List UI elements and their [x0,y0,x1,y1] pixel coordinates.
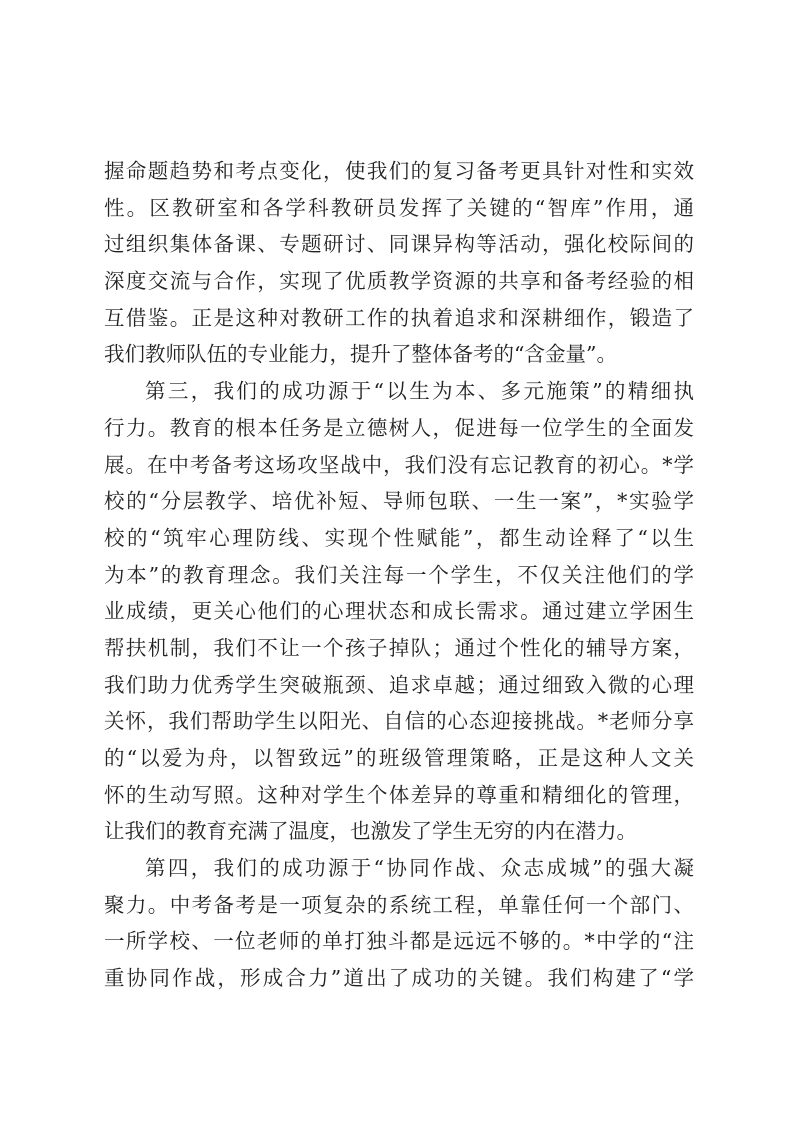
text-line: 怀的生动写照。这种对学生个体差异的尊重和精细化的管理， [104,782,694,807]
text-line: 展。在中考备考这场攻坚战中，我们没有忘记教育的初心。*学 [104,452,694,477]
text-line: 第三，我们的成功源于“以生为本、多元施策”的精细执 [145,379,694,404]
text-line: 业成绩，更关心他们的心理状态和成长需求。通过建立学困生 [104,599,694,624]
text-line: 互借鉴。正是这种对教研工作的执着追求和深耕细作，锻造了 [104,305,694,330]
text-line: 一所学校、一位老师的单打独斗都是远远不够的。*中学的“注 [104,929,694,954]
text-line: 第四，我们的成功源于“协同作战、众志成城”的强大凝 [145,856,694,881]
text-line: 校的“筑牢心理防线、实现个性赋能”，都生动诠释了“以生 [104,525,694,550]
text-line: 深度交流与合作，实现了优质教学资源的共享和备考经验的相 [104,269,694,294]
text-line: 帮扶机制，我们不让一个孩子掉队；通过个性化的辅导方案， [104,635,694,660]
text-line: 我们教师队伍的专业能力，提升了整体备考的“含金量”。 [104,342,617,367]
body-text [104,153,694,997]
text-line: 让我们的教育充满了温度，也激发了学生无穷的内在潜力。 [104,819,637,844]
text-line: 我们助力优秀学生突破瓶颈、追求卓越；通过细致入微的心理 [104,672,694,697]
text-line: 校的“分层教学、培优补短、导师包联、一生一案”，*实验学 [104,489,694,514]
text-line: 性。区教研室和各学科教研员发挥了关键的“智库”作用，通 [104,195,694,220]
text-line: 关怀，我们帮助学生以阳光、自信的心态迎接挑战。*老师分享 [104,709,694,734]
text-line: 聚力。中考备考是一项复杂的系统工程，单靠任何一个部门、 [104,892,694,917]
text-line: 重协同作战，形成合力”道出了成功的关键。我们构建了“学 [104,966,694,991]
text-line: 握命题趋势和考点变化，使我们的复习备考更具针对性和实效 [104,159,694,183]
text-line: 的“以爱为舟，以智致远”的班级管理策略，正是这种人文关 [104,746,694,770]
text-line: 为本”的教育理念。我们关注每一个学生，不仅关注他们的学 [104,562,694,587]
text-line: 行力。教育的根本任务是立德树人，促进每一位学生的全面发 [104,415,694,440]
text-line: 过组织集体备课、专题研讨、同课异构等活动，强化校际间的 [104,232,694,257]
